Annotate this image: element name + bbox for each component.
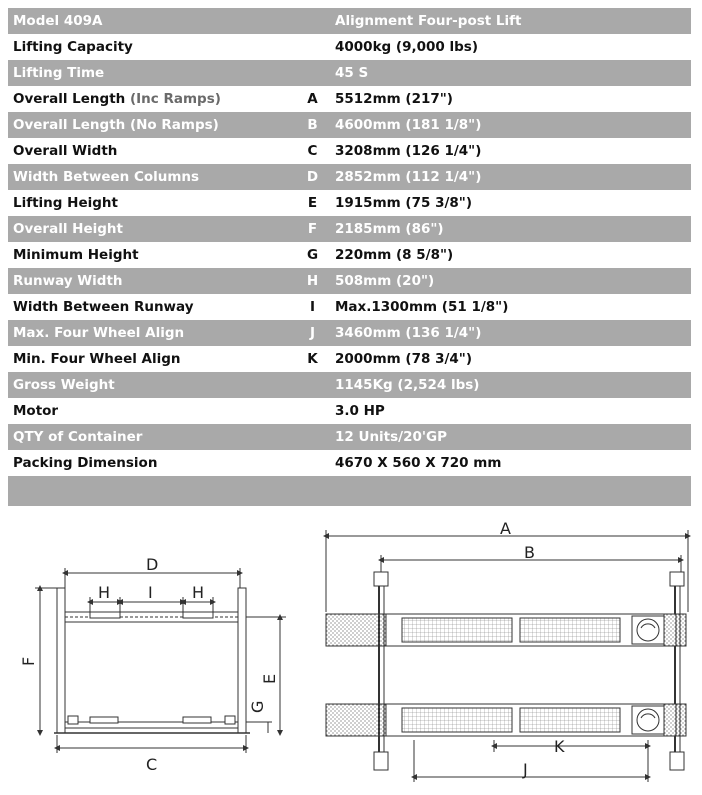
spec-value: 2852mm (112 1/4") — [335, 169, 482, 185]
label-h-right: H — [192, 583, 205, 602]
spec-value: 3.0 HP — [335, 403, 385, 419]
spec-value: 220mm (8 5/8") — [335, 247, 454, 263]
spec-letter: C — [307, 143, 318, 159]
spec-letter: E — [307, 195, 318, 211]
left-column — [57, 588, 65, 733]
label-a: A — [500, 519, 511, 538]
label-j: J — [523, 760, 528, 779]
spec-label-text: Overall Width — [13, 143, 118, 159]
spec-label-text: Overall Length — [13, 117, 130, 133]
spec-value: 4000kg (9,000 lbs) — [335, 39, 478, 55]
spec-value: 2000mm (78 3/4") — [335, 351, 472, 367]
spec-label-text: Overall Height — [13, 221, 123, 237]
label-b: B — [524, 543, 535, 562]
spec-letter: G — [306, 247, 319, 263]
spec-label-text: Gross Weight — [13, 377, 115, 393]
model-label: Model 409A — [13, 13, 103, 29]
spec-letter: H — [306, 273, 319, 289]
right-column — [238, 588, 246, 733]
top-view-diagram — [326, 530, 688, 782]
upper-ramp — [326, 614, 386, 646]
spec-letter: K — [307, 351, 318, 367]
spec-label-text: Lifting Capacity — [13, 39, 133, 55]
spec-label-text: Width Between Runway — [13, 299, 194, 315]
spec-label-text: QTY of Container — [13, 429, 143, 445]
label-k: K — [554, 737, 565, 756]
spec-value: 3460mm (136 1/4") — [335, 325, 482, 341]
spec-letter: I — [309, 299, 316, 315]
spec-label-text: Packing Dimension — [13, 455, 158, 471]
post-bottom-left — [374, 752, 388, 770]
label-i: I — [148, 583, 153, 602]
spec-label-text: Overall Length — [13, 91, 130, 107]
label-d: D — [146, 555, 159, 574]
top-view-labels — [500, 519, 565, 779]
label-f: F — [19, 656, 38, 666]
post-top-left — [374, 572, 388, 586]
spec-letter: B — [307, 117, 318, 133]
spec-value: 5512mm (217") — [335, 91, 453, 107]
front-view-diagram — [35, 568, 286, 753]
lower-ramp — [326, 704, 386, 736]
model-description: Alignment Four-post Lift — [335, 13, 522, 29]
spec-value: 3208mm (126 1/4") — [335, 143, 482, 159]
spec-label-text: Lifting Height — [13, 195, 118, 211]
spec-value: 45 S — [335, 65, 369, 81]
spec-letter: F — [307, 221, 318, 237]
spec-value: 1145Kg (2,524 lbs) — [335, 377, 480, 393]
spec-label-text: Width Between Columns — [13, 169, 200, 185]
spec-label-text: Lifting Time — [13, 65, 105, 81]
spec-label-text: Motor — [13, 403, 59, 419]
spec-value: 4600mm (181 1/8") — [335, 117, 482, 133]
spec-label-text: Max. Four Wheel Align — [13, 325, 185, 341]
spec-value: 508mm (20") — [335, 273, 435, 289]
spec-value: 1915mm (75 3/8") — [335, 195, 472, 211]
label-g: G — [248, 700, 267, 713]
label-e: E — [260, 673, 279, 684]
spec-value: Max.1300mm (51 1/8") — [335, 299, 509, 315]
label-c: C — [146, 755, 158, 774]
spec-value: 2185mm (86") — [335, 221, 444, 237]
spec-label-text: Minimum Height — [13, 247, 139, 263]
spec-label-note: (No Ramps) — [129, 117, 219, 133]
spec-letter: A — [307, 91, 318, 107]
spec-label-text: Min. Four Wheel Align — [13, 351, 181, 367]
spec-value: 4670 X 560 X 720 mm — [335, 455, 502, 471]
spec-letter: J — [309, 325, 316, 341]
post-top-right — [670, 572, 684, 586]
post-bottom-right — [670, 752, 684, 770]
label-h-left: H — [98, 583, 111, 602]
spec-label-note: (Inc Ramps) — [129, 91, 221, 107]
spec-label-text: Runway Width — [13, 273, 123, 289]
spec-value: 12 Units/20'GP — [335, 429, 448, 445]
spec-letter: D — [306, 169, 319, 185]
